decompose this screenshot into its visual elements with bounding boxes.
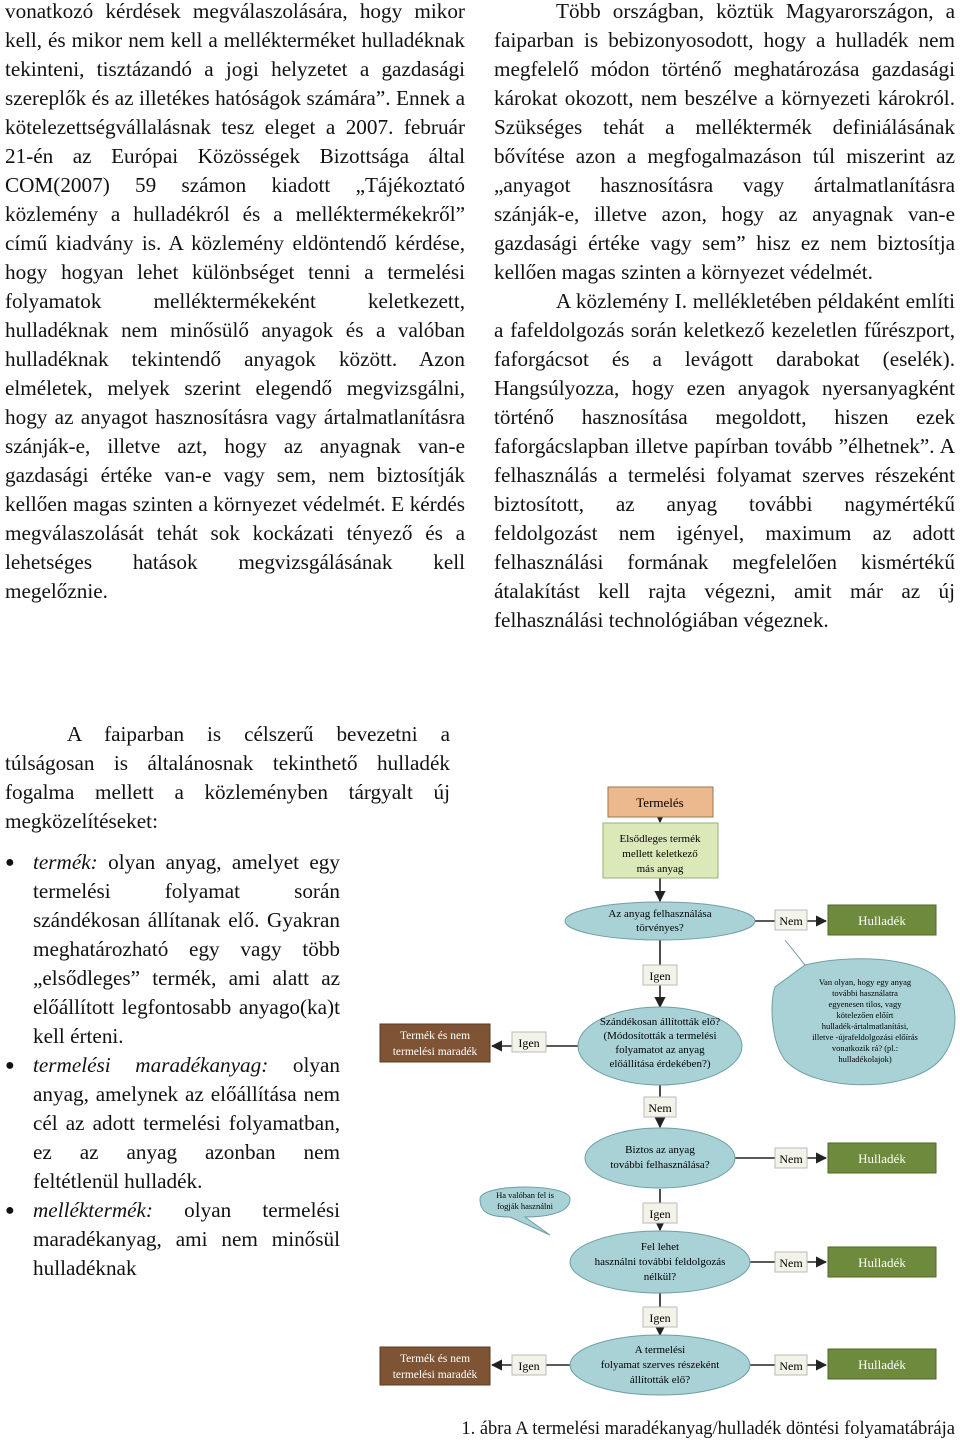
- flow-node-label: termelési maradék: [392, 1369, 478, 1381]
- flow-node-label: Fel lehet: [640, 1241, 680, 1253]
- flow-node-label: Igen: [518, 1036, 540, 1050]
- flow-node-label: Az anyag felhasználása: [608, 908, 712, 920]
- flow-node-label: Ha valóban fel is: [496, 1190, 554, 1200]
- flow-node-label: Szándékosan állították elő?: [599, 1016, 721, 1028]
- flow-label-igen-2: [512, 1032, 546, 1052]
- flow-node-termeles: [608, 787, 713, 817]
- flow-node-label: vonatkozik rá? (pl.:: [831, 1043, 899, 1053]
- flow-node-label: Igen: [518, 1359, 540, 1373]
- flow-node-label: állították elő?: [629, 1374, 691, 1386]
- flow-decision-q3: [585, 1128, 735, 1188]
- flow-decision-q4: [570, 1231, 750, 1293]
- flow-node-label: nélkül?: [643, 1271, 677, 1283]
- flow-node-label: Nem: [779, 1152, 803, 1166]
- flow-node-label: Van olyan, hogy egy anyag: [818, 977, 912, 987]
- bullet-icon: ●: [5, 1057, 15, 1074]
- flow-node-label: hulladékolajok): [838, 1054, 892, 1064]
- list-item: [5, 1196, 340, 1283]
- flow-node-label: Igen: [649, 1207, 671, 1221]
- flow-node-label: Nem: [779, 1256, 803, 1270]
- flow-node-label: Igen: [649, 1311, 671, 1325]
- flow-node-label: (Módosították a termelési: [603, 1030, 717, 1042]
- flow-node-label: Hulladék: [858, 1357, 906, 1372]
- flow-label-nem-1: [775, 910, 807, 930]
- flow-note-prohibition: [772, 940, 955, 1085]
- left-column: [5, 0, 465, 606]
- flow-label-igen-1: [643, 965, 677, 985]
- flow-node-label: folyamat szerves részeként: [600, 1359, 720, 1371]
- left-paragraph-1: vonatkozó kérdések megválaszolására, hogy mikor kell, és mikor nem kell a mellékterméket hulladéknak tekinteni, tisztázandó a jogi helyzetet a gazdasági szereplők és az illetékes hatóságok számára”. Ennek a kötelezettségvállalásnak tesz eleget a 2007. február 21-én az Európai Közösségek Bizottsága által COM(2007) 59 számon kiadott „Tájékoztató közlemény a hulladékról és a melléktermékekről” című kiadvány is. A közlemény eldöntendő kérdése, hogy hogyan lehet különbséget tenni a termelési folyamatok melléktermékeként keletkezett, hulladéknak nem minősülő anyagok és a valóban hulladéknak tekintendő anyagok között. Azon elméletek, melyek szerint elegendő megvizsgálni, hogy az anyagot hasznosításra vagy ártalmatlanításra szánják-e, illetve azt, hogy az anyagnak van-e gazdasági értéke van-e vagy sem, nem biztosítják kellően magas szinten a környezet védelmét. E kérdés megválaszolását tehát sok kockázati tényező és a lehetséges hatások megvizsgálásának kell megelőznie.: [5, 0, 465, 603]
- flow-node-label: kötelezően előírt: [836, 1010, 894, 1020]
- flow-node-label: fogják használni: [497, 1201, 553, 1211]
- flow-node-product-2: [380, 1347, 490, 1385]
- flow-node-label: Hulladék: [858, 1151, 906, 1166]
- flow-label-nem-4: [775, 1252, 807, 1272]
- definition-text: olyan anyag, amelynek az előállítása nem cél az adott termelési folyamatban, ez az anyag azonban nem feltétlenül hulladék.: [33, 1053, 340, 1193]
- figure-caption: 1. ábra A termelési maradékanyag/hulladék döntési folyamatábrája: [461, 1419, 955, 1439]
- flow-node-label: Nem: [648, 1101, 672, 1115]
- flow-decision-q5: [570, 1335, 750, 1395]
- definition-text: olyan termelési maradékanyag, ami nem minősül hulladéknak: [33, 1198, 340, 1280]
- flow-decision-q2: [578, 1007, 742, 1085]
- bullet-icon: ●: [5, 854, 15, 871]
- flow-node-label: Termelés: [636, 795, 684, 810]
- definition-list: [5, 848, 340, 1283]
- flow-node-label: illetve -újrafeldolgozási előírás: [812, 1032, 918, 1042]
- flow-note-usage: [480, 1187, 570, 1235]
- flow-node-label: egyenesen tilos, vagy: [828, 999, 902, 1009]
- flow-node-label: termelési maradék: [392, 1046, 478, 1058]
- flow-node-label: A termelési: [634, 1344, 686, 1356]
- flow-node-label: más anyag: [636, 863, 684, 875]
- flow-node-hulladek-3: [828, 1247, 936, 1277]
- flow-node-label: további használatra: [832, 988, 898, 998]
- definition-term: termék:: [33, 850, 98, 874]
- flow-node-label: Elsődleges termék: [619, 833, 701, 845]
- decision-flowchart: [375, 775, 960, 1400]
- flow-decision-q1: [565, 902, 755, 940]
- flow-node-hulladek-2: [828, 1143, 936, 1173]
- flow-label-igen-5: [512, 1355, 546, 1375]
- list-item: [5, 848, 340, 1051]
- flow-label-igen-3: [643, 1203, 677, 1223]
- flow-node-label: törvényes?: [636, 922, 684, 934]
- bullet-icon: ●: [5, 1202, 15, 1219]
- flow-node-label: Hulladék: [858, 913, 906, 928]
- flow-node-hulladek-4: [828, 1349, 936, 1379]
- flow-label-nem-2: [644, 1097, 676, 1117]
- list-item: [5, 1051, 340, 1196]
- flow-node-label: előállítása érdekében?): [609, 1058, 711, 1070]
- flow-label-nem-3: [775, 1148, 807, 1168]
- flow-node-label: hulladék-ártalmatlanítási,: [821, 1021, 909, 1031]
- flow-node-elsodleges: [603, 823, 718, 878]
- flow-label-nem-5: [775, 1355, 807, 1375]
- flow-node-label: Nem: [779, 914, 803, 928]
- flow-node-label: Biztos az anyag: [625, 1144, 695, 1156]
- definition-term: termelési maradékanyag:: [33, 1053, 269, 1077]
- flow-node-label: Termék és nem: [399, 1353, 471, 1365]
- flow-node-label: Termék és nem: [399, 1030, 471, 1042]
- definition-term: melléktermék:: [33, 1198, 153, 1222]
- flow-node-label: Igen: [649, 969, 671, 983]
- left-paragraph-2: A faiparban is célszerű bevezetni a túlságosan is általánosnak tekinthető hulladék fogalma mellett a közleményben tárgyalt új megközelítéseket:: [5, 722, 450, 833]
- flow-node-label: Hulladék: [858, 1255, 906, 1270]
- right-column: [494, 0, 955, 635]
- flow-node-label: további felhasználása?: [610, 1159, 710, 1171]
- flow-node-label: mellett keletkező: [622, 848, 698, 860]
- right-paragraph-1: Több országban, köztük Magyarországon, a faiparban is bebizonyosodott, hogy a hulladék nem megfelelő módon történő meghatározása gazdasági károkat okozott, nem beszélve a környezeti károkról. Szükséges tehát a melléktermék definiálásának bővítése azon a megfogalmazáson túl miszerint az „anyagot hasznosításra vagy ártalmatlanításra szánják-e, illetve azon, hogy az anyagnak van-e gazdasági értéke vagy sem” hisz ez nem biztosítja kellően magas szinten a környezet védelmét.: [494, 0, 955, 284]
- flow-node-label: folyamatot az anyag: [615, 1044, 705, 1056]
- flow-node-label: használni további feldolgozás: [594, 1256, 726, 1268]
- definition-text: olyan anyag, amelyet egy termelési folyamat során szándékosan állítanak elő. Gyakran meghatározható egy vagy több „elsődleges” termék, ami alatt az előállított legfontosabb anyago(ka)t kell érteni.: [33, 850, 340, 1048]
- right-paragraph-2: A közlemény I. mellékletében példaként említi a fafeldolgozás során keletkező kezeletlen fűrészport, faforgácsot és a levágott darabokat (eselék). Hangsúlyozza, hogy ezen anyagok nyersanyagként történő hasznosítása megoldott, hiszen ezek faforgácslapban illetve papírban tovább ”élhetnek”. A felhasználás a termelési folyamat szerves részeként biztosított, az anyag további nagymértékű feldolgozást nem igényel, maximum az adott felhasználási formának megfelelően kismértékű átalakítást kell rajta végezni, amit már az új felhasználási technológiában végeznek.: [494, 289, 955, 632]
- flow-node-product-1: [380, 1024, 490, 1062]
- flow-label-igen-4: [643, 1307, 677, 1327]
- flow-node-hulladek-1: [828, 905, 936, 935]
- flow-node-label: Nem: [779, 1359, 803, 1373]
